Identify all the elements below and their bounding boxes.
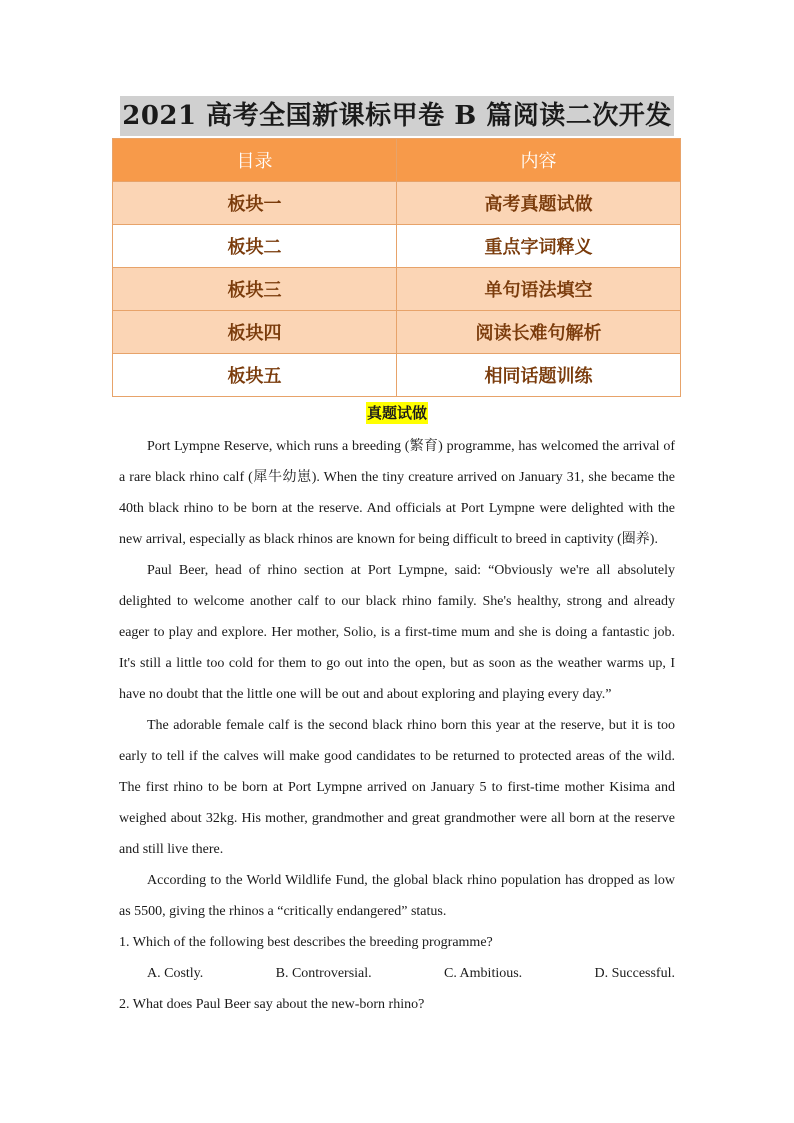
table-header-row	[113, 139, 681, 182]
title-container	[0, 96, 794, 136]
table-cell: 板块一	[113, 182, 397, 225]
question-2: 2. What does Paul Beer say about the new-born rhino?	[119, 997, 425, 1012]
table-cell: 重点字词释义	[397, 225, 681, 268]
option-a: A. Costly.	[147, 966, 204, 981]
page-title: 2021 高考全国新课标甲卷 B 篇阅读二次开发	[120, 96, 674, 136]
table-cell: 单句语法填空	[397, 268, 681, 311]
question-1: 1. Which of the following best describes the breeding programme?	[119, 935, 493, 950]
table-cell: 相同话题训练	[397, 354, 681, 397]
passage-paragraph: The adorable female calf is the second black rhino born this year at the reserve, but it is too early to tell if the calves will make good candidates to be returned to protected areas of the wild. The first rhino to be born at Port Lympne arrived on January 5 to first-time mother Kisima and weighed about 32kg. His mother, grandmother and great grandmother were all born at the reserve and still live there.	[119, 718, 675, 857]
table-row	[113, 354, 681, 397]
table-row	[113, 182, 681, 225]
table-header-cell: 内容	[397, 139, 681, 182]
reading-passage	[119, 431, 675, 1020]
table-row	[113, 268, 681, 311]
table-cell: 阅读长难句解析	[397, 311, 681, 354]
table-header-cell: 目录	[113, 139, 397, 182]
table-row	[113, 225, 681, 268]
contents-table	[112, 138, 681, 397]
passage-paragraph: Port Lympne Reserve, which runs a breeding (繁育) programme, has welcomed the arrival of a rare black rhino calf (犀牛幼崽). When the tiny creature arrived on January 31, she became the 40th black rhino to be born at the reserve. And officials at Port Lympne were delighted with the new arrival, especially as black rhinos are known for being difficult to breed in captivity (圈养).	[119, 439, 675, 547]
option-c: C. Ambitious.	[443, 966, 523, 981]
table-row	[113, 311, 681, 354]
table-cell: 高考真题试做	[397, 182, 681, 225]
passage-paragraph: According to the World Wildlife Fund, the global black rhino population has dropped as low as 5500, giving the rhinos a “critically endangered” status.	[119, 873, 675, 919]
table-cell: 板块二	[113, 225, 397, 268]
option-b: B. Controversial.	[275, 966, 372, 981]
question-1-options	[119, 958, 675, 989]
option-d: D. Successful.	[594, 966, 675, 981]
section-title: 真题试做	[366, 404, 427, 422]
passage-paragraph: Paul Beer, head of rhino section at Port Lympne, said: “Obviously we're all absolutely delighted to welcome another calf to our black rhino family. She's healthy, strong and already eager to play and explore. Her mother, Solio, is a first-time mum and she is doing a fantastic job. It's still a little too cold for them to go out into the open, but as soon as the weather warms up, I have no doubt that the little one will be out and about exploring and playing every day.”	[119, 563, 675, 702]
table-cell: 板块三	[113, 268, 397, 311]
section-title-container	[0, 402, 794, 424]
table-cell: 板块四	[113, 311, 397, 354]
table-cell: 板块五	[113, 354, 397, 397]
